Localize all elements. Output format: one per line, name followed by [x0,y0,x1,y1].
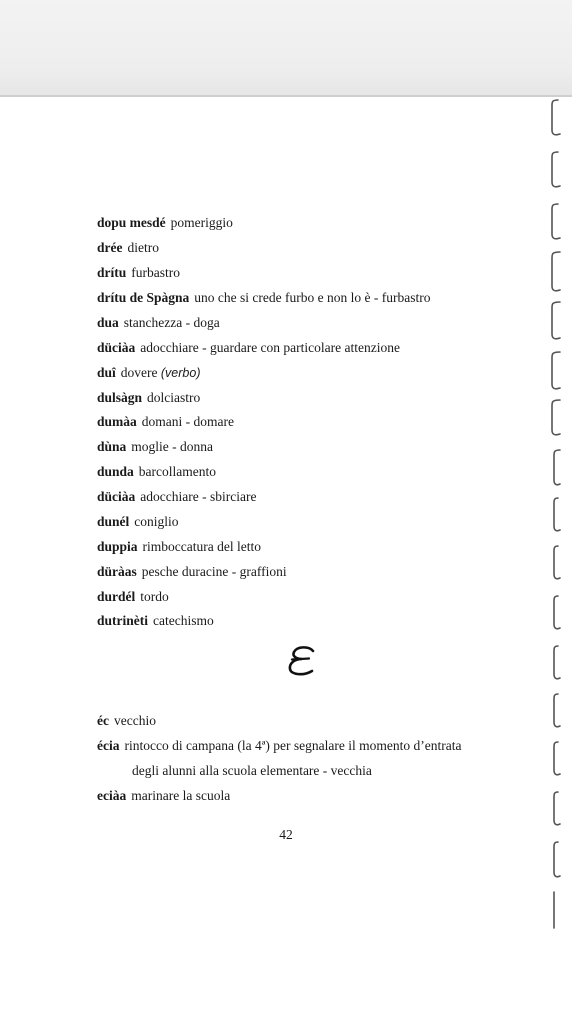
entry-definition: pomeriggio [170,215,233,230]
entry-definition: catechismo [153,613,214,628]
dictionary-entry [97,414,234,430]
entry-definition: adocchiare - sbirciare [140,489,257,504]
entry-definition: pesche duracine - graffioni [141,564,287,579]
entry-term: écia [97,738,120,753]
dictionary-entry [97,315,220,331]
section-letter-e [282,640,322,680]
dictionary-entry [97,489,256,505]
entry-term: dumàa [97,414,137,429]
entry-definition: tordo [140,589,169,604]
dictionary-entry [97,464,216,480]
entry-grammar-note: (verbo) [160,366,201,380]
entry-definition: rintocco di campana (la 4ª) per segnalare il momento d’entrata [124,738,462,753]
page-number: 42 [279,827,293,842]
entry-term: dulsàgn [97,390,143,405]
entry-term: dùna [97,439,127,454]
entry-term: dopu mesdé [97,215,166,230]
entry-definition: marinare la scuola [131,788,231,803]
dictionary-entry [97,613,214,629]
entry-definition-continued: degli alunni alla scuola elementare - vecchia [132,763,372,778]
entry-definition: stanchezza - doga [123,315,220,330]
dictionary-entry [97,365,200,381]
entry-definition: dovere [120,365,158,380]
entry-definition: dolciastro [147,390,201,405]
entry-term: duppia [97,539,138,554]
entry-term: drítu de Spàgna [97,290,190,305]
entry-definition: furbastro [131,265,180,280]
entry-term: éc [97,713,109,728]
dictionary-entry [97,240,159,256]
entry-term: drée [97,240,123,255]
entry-definition: rimboccatura del letto [142,539,261,554]
dictionary-entry [97,564,287,580]
entry-definition: moglie - donna [131,439,214,454]
spiral-binding [538,90,572,950]
entry-definition: vecchio [113,713,156,728]
entry-term: durdél [97,589,136,604]
entry-term: drítu [97,265,127,280]
dictionary-entry [97,265,180,281]
dictionary-entry [97,340,400,356]
entry-definition: domani - domare [141,414,234,429]
entry-term: dutrinèti [97,613,149,628]
entry-definition: barcollamento [138,464,217,479]
entry-term: duî [97,365,116,380]
dictionary-entry [97,514,179,530]
dictionary-entry [97,589,169,605]
dictionary-entry [97,738,461,754]
entry-definition: adocchiare - guardare con particolare attenzione [140,340,400,355]
entry-definition: uno che si crede furbo e non lo è - furbastro [194,290,431,305]
dictionary-entry [97,439,213,455]
entry-term: dunda [97,464,134,479]
entry-definition: dietro [127,240,159,255]
dictionary-entry [97,290,430,306]
dictionary-entry [97,788,230,804]
entry-term: düciàa [97,489,136,504]
entry-term: düciàa [97,340,136,355]
entry-term: düràas [97,564,137,579]
dictionary-entry [97,215,233,231]
dictionary-entry [97,539,261,555]
entry-term: dunél [97,514,130,529]
entry-definition: coniglio [134,514,179,529]
dictionary-entry [97,390,200,406]
entry-term: dua [97,315,119,330]
entry-term: eciàa [97,788,127,803]
dictionary-entry [97,713,156,729]
